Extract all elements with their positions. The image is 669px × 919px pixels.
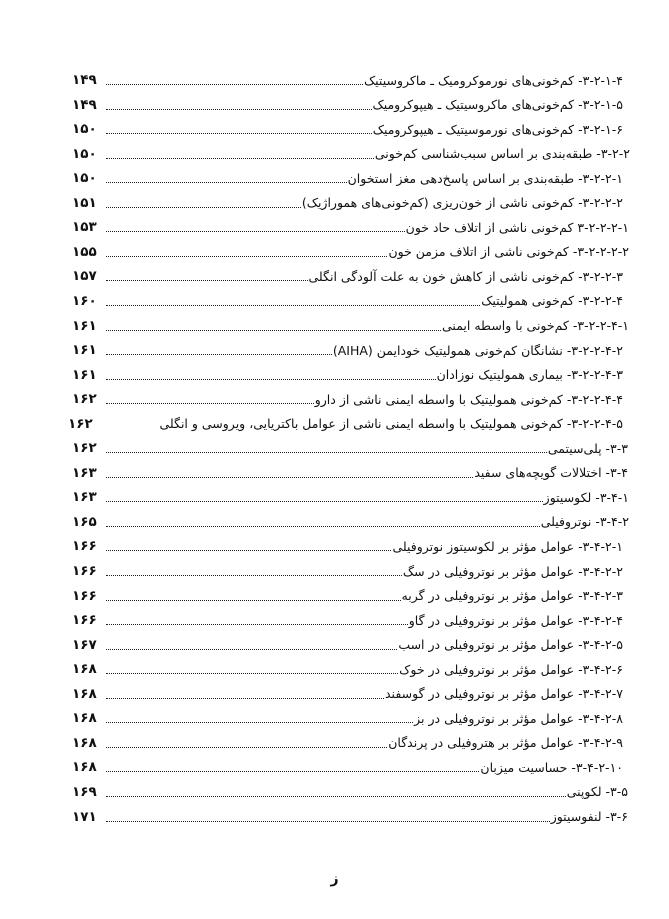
toc-entry-title: ۳-۴-۲-۳- عوامل مؤثر بر نوتروفیلی در گربه bbox=[401, 588, 623, 604]
toc-entry[interactable] bbox=[72, 806, 628, 828]
toc-entry-page-number: ۱۶۶ bbox=[72, 587, 97, 604]
toc-dot-leader bbox=[106, 721, 413, 723]
toc-entry[interactable] bbox=[72, 732, 623, 754]
toc-entry-title: ۳-۲-۲-۲-۱ کم‌خونی ناشی از اتلاف حاد خون bbox=[405, 219, 629, 235]
toc-entry-title: ۳-۳- پلی‌سیتمی bbox=[547, 440, 628, 456]
toc-entry-page-number: ۱۶۸ bbox=[72, 661, 97, 678]
toc-entry[interactable] bbox=[72, 609, 623, 631]
toc-entry-title: ۳-۲-۲-۱- طبقه‌بندی بر اساس پاسخ‌دهی مغز استخوان bbox=[347, 170, 623, 186]
toc-dot-leader bbox=[106, 157, 374, 159]
toc-entry-page-number: ۱۵۱ bbox=[72, 194, 97, 211]
toc-entry-page-number: ۱۶۱ bbox=[72, 366, 97, 383]
toc-entry-title: ۳-۲-۱-۶- کم‌خونی‌های نورموسیتیک ـ هیپوکرومیک bbox=[372, 121, 623, 137]
toc-dot-leader bbox=[106, 476, 473, 478]
toc-entry[interactable] bbox=[72, 167, 623, 189]
toc-entry-page-number: ۱۵۰ bbox=[72, 170, 97, 187]
toc-entry-title: ۳-۲-۲-۴-۵- کم‌خونی همولیتیک با واسطه ایمنی ناشی از عوامل باکتریایی، ویروسی و انگلی bbox=[159, 416, 623, 432]
toc-entry-page-number: ۱۶۶ bbox=[72, 538, 97, 555]
toc-entry[interactable] bbox=[72, 511, 629, 533]
toc-entry-title: ۳-۵- لکوپنی bbox=[566, 784, 628, 800]
toc-dot-leader bbox=[106, 795, 566, 797]
toc-entry-page-number: ۱۶۱ bbox=[72, 342, 97, 359]
toc-entry-page-number: ۱۶۸ bbox=[72, 710, 97, 727]
toc-dot-leader bbox=[106, 83, 363, 85]
toc-entry-title: ۳-۶- لنفوسیتوز bbox=[550, 809, 628, 824]
toc-entry[interactable] bbox=[72, 388, 623, 410]
toc-entry-page-number: ۱۶۶ bbox=[72, 612, 97, 629]
toc-entry-page-number: ۱۴۹ bbox=[72, 96, 97, 113]
toc-entry-page-number: ۱۵۳ bbox=[72, 219, 97, 236]
toc-dot-leader bbox=[106, 451, 547, 453]
toc-dot-leader bbox=[106, 770, 479, 772]
toc-entry-title: ۳-۲-۱-۵- کم‌خونی‌های ماکروسیتیک ـ هیپوکرومیک bbox=[372, 97, 623, 113]
toc-entry-page-number: ۱۶۷ bbox=[72, 636, 97, 653]
toc-entry-title: ۳-۴-۲- نوتروفیلی bbox=[540, 514, 629, 530]
toc-entry-title: ۳-۲-۲-۳- کم‌خونی ناشی از کاهش خون به علت آلودگی انگلی bbox=[308, 268, 623, 284]
toc-entry-page-number: ۱۶۸ bbox=[72, 759, 97, 776]
toc-dot-leader bbox=[106, 697, 384, 699]
toc-entry[interactable] bbox=[72, 535, 623, 557]
toc-entry-title: ۳-۲-۲-۴-۴- کم‌خونی همولیتیک با واسطه ایمنی ناشی از دارو bbox=[314, 391, 623, 407]
toc-entry-title: ۳-۴-۲-۸- عوامل مؤثر بر نوتروفیلی در بز bbox=[414, 710, 623, 726]
toc-dot-leader bbox=[106, 206, 301, 208]
toc-entry[interactable] bbox=[72, 216, 629, 238]
toc-entry-page-number: ۱۶۰ bbox=[72, 292, 97, 309]
toc-dot-leader bbox=[106, 402, 314, 404]
toc-dot-leader bbox=[106, 525, 540, 527]
toc-entry-page-number: ۱۵۰ bbox=[72, 145, 97, 162]
toc-entry[interactable] bbox=[72, 781, 628, 803]
toc-entry-page-number: ۱۶۹ bbox=[72, 783, 97, 800]
toc-entry[interactable] bbox=[68, 413, 623, 435]
toc-entry-page-number: ۱۴۹ bbox=[72, 72, 97, 88]
toc-dot-leader bbox=[106, 648, 397, 650]
toc-dot-leader bbox=[106, 500, 543, 502]
toc-entry-page-number: ۱۶۲ bbox=[72, 391, 97, 408]
toc-dot-leader bbox=[106, 329, 441, 331]
toc-entry[interactable] bbox=[72, 315, 629, 337]
toc-entry[interactable] bbox=[72, 437, 628, 459]
toc-entry-title: ۳-۲-۲-۴-۱- کم‌خونی با واسطه ایمنی bbox=[442, 318, 629, 333]
toc-entry[interactable] bbox=[72, 290, 623, 312]
toc-entry-page-number: ۱۷۱ bbox=[72, 808, 97, 825]
toc-dot-leader bbox=[106, 304, 480, 306]
toc-dot-leader bbox=[106, 623, 408, 625]
toc-entry-title: ۳-۲-۲-۴-۲- نشانگان کم‌خونی همولیتیک خودایمن (AIHA) bbox=[332, 342, 623, 358]
toc-entry[interactable] bbox=[72, 707, 623, 729]
toc-entry[interactable] bbox=[72, 118, 623, 140]
toc-dot-leader bbox=[106, 549, 391, 551]
toc-entry-title: ۳-۲-۱-۴- کم‌خونی‌های نورموکرومیک ـ ماکروسیتیک bbox=[363, 72, 623, 88]
toc-entry[interactable] bbox=[72, 634, 623, 656]
toc-entry-title: ۳-۴-۲-۷- عوامل مؤثر بر نوتروفیلی در گوسفند bbox=[385, 686, 623, 702]
toc-entry-title: ۳-۴-۲-۴- عوامل مؤثر بر نوتروفیلی در گاو bbox=[408, 612, 623, 628]
toc-entry-page-number: ۱۶۱ bbox=[72, 317, 97, 334]
toc-entry[interactable] bbox=[72, 658, 623, 680]
toc-entry-title: ۳-۴-۲-۹- عوامل مؤثر بر هتروفیلی در پرندگان bbox=[388, 735, 623, 751]
toc-entry[interactable] bbox=[72, 462, 628, 484]
toc-entry[interactable] bbox=[72, 683, 623, 705]
toc-entry[interactable] bbox=[72, 69, 623, 91]
toc-entry-title: ۳-۴-۲-۶- عوامل مؤثر بر نوتروفیلی در خوک bbox=[399, 661, 623, 677]
toc-dot-leader bbox=[106, 820, 550, 822]
toc-entry-page-number: ۱۵۷ bbox=[72, 268, 97, 285]
toc-entry[interactable] bbox=[72, 364, 623, 386]
toc-dot-leader bbox=[106, 574, 402, 576]
toc-dot-leader bbox=[106, 181, 347, 183]
toc-entry[interactable] bbox=[72, 94, 623, 116]
toc-dot-leader bbox=[106, 378, 436, 380]
toc-entry[interactable] bbox=[72, 265, 623, 287]
toc-dot-leader bbox=[106, 599, 401, 601]
toc-entry[interactable] bbox=[72, 192, 623, 214]
toc-entry-page-number: ۱۶۵ bbox=[72, 513, 97, 530]
toc-entry-page-number: ۱۶۸ bbox=[72, 734, 97, 751]
toc-entry-title: ۳-۴- اختلالات گویچه‌های سفید bbox=[474, 465, 628, 481]
toc-entry-title: ۳-۴-۱- لکوسیتوز bbox=[543, 489, 629, 505]
toc-dot-leader bbox=[106, 108, 372, 110]
toc-entry[interactable] bbox=[72, 585, 623, 607]
toc-dot-leader bbox=[106, 672, 398, 674]
toc-entry-page-number: ۱۵۰ bbox=[72, 121, 97, 138]
toc-entry-title: ۳-۴-۲-۱- عوامل مؤثر بر لکوسیتوز نوتروفیلی bbox=[392, 538, 623, 554]
toc-entry-title: ۳-۲-۲-۲- کم‌خونی ناشی از خون‌ریزی (کم‌خونی‌های هموراژیک) bbox=[301, 195, 623, 211]
toc-entry-title: ۳-۴-۲-۱۰- حساسیت میزبان bbox=[480, 759, 623, 775]
toc-entry[interactable] bbox=[72, 241, 629, 263]
toc-entry-page-number: ۱۶۳ bbox=[72, 464, 97, 481]
toc-entry-page-number: ۱۶۲ bbox=[72, 440, 97, 457]
toc-entry-title: ۳-۲-۲- طبقه‌بندی بر اساس سبب‌شناسی کم‌خونی bbox=[374, 146, 630, 162]
toc-dot-leader bbox=[106, 230, 405, 232]
toc-entry-page-number: ۱۵۵ bbox=[72, 243, 97, 260]
page-footer-letter: ز bbox=[330, 871, 339, 887]
toc-entry[interactable] bbox=[72, 756, 623, 778]
toc-dot-leader bbox=[106, 132, 372, 134]
toc-entry-title: ۳-۲-۲-۴-۳- بیماری همولیتیک نوزادان bbox=[436, 367, 623, 383]
toc-entry-page-number: ۱۶۳ bbox=[72, 489, 97, 506]
toc-entry[interactable] bbox=[72, 143, 630, 165]
toc-entry[interactable] bbox=[72, 339, 623, 361]
toc-entry-title: ۳-۴-۲-۲- عوامل مؤثر بر نوتروفیلی در سگ bbox=[402, 563, 623, 579]
toc-dot-leader bbox=[106, 279, 308, 281]
toc-entry[interactable] bbox=[72, 560, 623, 582]
toc-entry-title: ۳-۲-۲-۴- کم‌خونی همولیتیک bbox=[481, 293, 623, 309]
toc-entry-page-number: ۱۶۸ bbox=[72, 685, 97, 702]
toc-entry-page-number: ۱۶۲ bbox=[68, 415, 93, 432]
toc-entry-title: ۳-۲-۲-۲-۲- کم‌خونی ناشی از اتلاف مزمن خون bbox=[388, 244, 629, 260]
toc-entry-title: ۳-۴-۲-۵- عوامل مؤثر بر نوتروفیلی در اسب bbox=[398, 637, 623, 653]
toc-entry-page-number: ۱۶۶ bbox=[72, 563, 97, 579]
toc-dot-leader bbox=[106, 746, 387, 748]
toc-dot-leader bbox=[106, 255, 387, 257]
toc-entry[interactable] bbox=[72, 486, 629, 508]
toc-dot-leader bbox=[106, 353, 332, 355]
